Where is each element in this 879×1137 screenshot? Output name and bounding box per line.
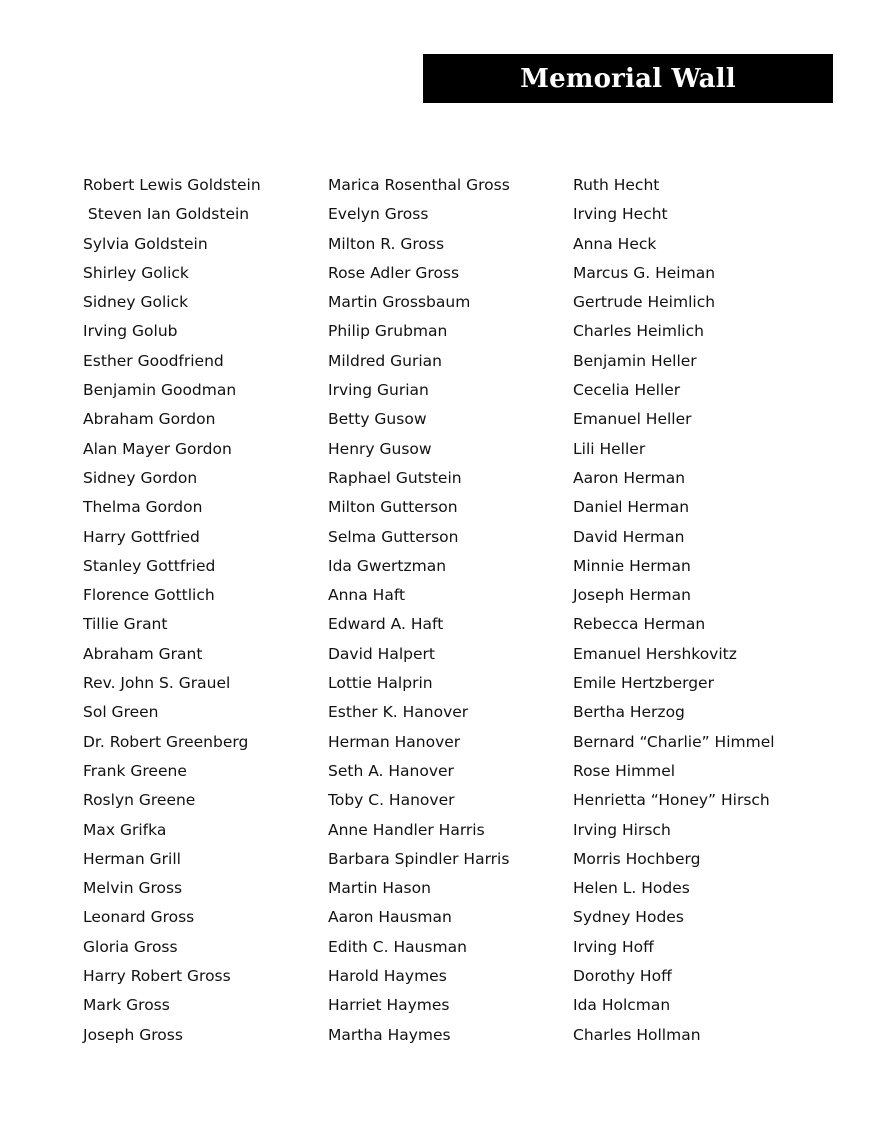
- memorial-name: Ruth Hecht: [573, 176, 660, 194]
- memorial-name: Gertrude Heimlich: [573, 293, 716, 312]
- memorial-name: Bertha Herzog: [573, 703, 685, 722]
- memorial-name: Benjamin Goodman: [83, 381, 237, 400]
- memorial-name: Herman Hanover: [328, 732, 461, 751]
- memorial-name: Sylvia Goldstein: [83, 234, 208, 253]
- memorial-name: Joseph Gross: [83, 1025, 183, 1044]
- memorial-name: Lottie Halprin: [328, 674, 433, 693]
- memorial-name: Martin Hason: [328, 879, 431, 898]
- memorial-name: Anna Haft: [328, 586, 406, 605]
- memorial-name: Marcus G. Heiman: [573, 263, 716, 282]
- memorial-name: Anne Handler Harris: [328, 820, 485, 839]
- memorial-name: Aaron Herman: [573, 468, 686, 487]
- memorial-name: Stanley Gottfried: [83, 556, 216, 575]
- memorial-name: Bernard “Charlie” Himmel: [573, 732, 775, 751]
- memorial-name: Herman Grill: [83, 849, 181, 868]
- memorial-name: Mark Gross: [83, 996, 170, 1015]
- page-title: Memorial Wall: [520, 63, 736, 94]
- title-banner: [423, 54, 833, 103]
- memorial-name: Florence Gottlich: [83, 586, 215, 605]
- memorial-name: Charles Heimlich: [573, 322, 704, 341]
- memorial-name: Emanuel Hershkovitz: [573, 644, 737, 663]
- memorial-name: Melvin Gross: [83, 879, 183, 898]
- memorial-name: Sol Green: [83, 703, 159, 722]
- memorial-name: Milton Gutterson: [328, 498, 458, 517]
- memorial-name: Selma Gutterson: [328, 527, 459, 546]
- memorial-name: David Herman: [573, 527, 685, 546]
- memorial-name: Irving Gurian: [328, 381, 429, 400]
- memorial-name: Irving Hoff: [573, 937, 654, 956]
- memorial-name: Charles Hollman: [573, 1025, 701, 1044]
- memorial-name: Joseph Herman: [573, 586, 691, 605]
- memorial-name: Henry Gusow: [328, 439, 432, 458]
- memorial-name: Philip Grubman: [328, 322, 448, 341]
- memorial-name: Aaron Hausman: [328, 908, 452, 927]
- memorial-name: Dorothy Hoff: [573, 967, 672, 986]
- memorial-name: Robert Lewis Goldstein: [83, 176, 261, 194]
- memorial-name: Esther K. Hanover: [328, 703, 469, 722]
- names-column-1: [83, 171, 261, 1050]
- memorial-name: Abraham Gordon: [83, 410, 216, 429]
- memorial-name: Edith C. Hausman: [328, 937, 467, 956]
- memorial-name: Max Grifka: [83, 820, 167, 839]
- memorial-name: Evelyn Gross: [328, 205, 429, 224]
- memorial-name: David Halpert: [328, 644, 435, 663]
- memorial-name: Emanuel Heller: [573, 410, 692, 429]
- memorial-name: Shirley Golick: [83, 263, 189, 282]
- memorial-name: Minnie Herman: [573, 556, 691, 575]
- memorial-name: Helen L. Hodes: [573, 879, 690, 898]
- memorial-name: Tillie Grant: [83, 615, 168, 634]
- memorial-name: Mildred Gurian: [328, 351, 442, 370]
- memorial-name: Martin Grossbaum: [328, 293, 471, 312]
- memorial-name: Irving Golub: [83, 322, 178, 341]
- names-column-2: [328, 171, 510, 1050]
- memorial-name: Harold Haymes: [328, 967, 447, 986]
- memorial-name: Esther Goodfriend: [83, 351, 224, 370]
- memorial-name: Lili Heller: [573, 439, 646, 458]
- memorial-name: Morris Hochberg: [573, 849, 701, 868]
- memorial-name: Steven Ian Goldstein: [83, 205, 250, 224]
- memorial-name: Sidney Gordon: [83, 468, 198, 487]
- memorial-name: Rose Himmel: [573, 761, 676, 780]
- memorial-name: Roslyn Greene: [83, 791, 196, 810]
- memorial-name: Edward A. Haft: [328, 615, 444, 634]
- names-column-3: [573, 171, 775, 1050]
- memorial-name: Thelma Gordon: [83, 498, 203, 517]
- memorial-name: Marica Rosenthal Gross: [328, 176, 510, 194]
- memorial-name: Sidney Golick: [83, 293, 189, 312]
- memorial-name: Dr. Robert Greenberg: [83, 732, 249, 751]
- memorial-name: Harry Robert Gross: [83, 967, 231, 986]
- memorial-name: Raphael Gutstein: [328, 468, 462, 487]
- memorial-name: Seth A. Hanover: [328, 761, 454, 780]
- memorial-name: Rebecca Herman: [573, 615, 706, 634]
- memorial-name: Alan Mayer Gordon: [83, 439, 232, 458]
- memorial-name: Henrietta “Honey” Hirsch: [573, 791, 770, 810]
- memorial-name: Leonard Gross: [83, 908, 195, 927]
- memorial-name: Milton R. Gross: [328, 234, 445, 253]
- memorial-name: Emile Hertzberger: [573, 674, 714, 693]
- memorial-name: Harriet Haymes: [328, 996, 450, 1015]
- memorial-name: Sydney Hodes: [573, 908, 684, 927]
- memorial-name: Barbara Spindler Harris: [328, 849, 510, 868]
- memorial-name: Cecelia Heller: [573, 381, 681, 400]
- memorial-name: Harry Gottfried: [83, 527, 200, 546]
- memorial-name: Betty Gusow: [328, 410, 427, 429]
- memorial-name: Rose Adler Gross: [328, 263, 460, 282]
- memorial-name: Toby C. Hanover: [328, 791, 455, 810]
- memorial-name: Frank Greene: [83, 761, 187, 780]
- memorial-name: Ida Holcman: [573, 996, 671, 1015]
- memorial-name: Anna Heck: [573, 234, 657, 253]
- memorial-name: Irving Hirsch: [573, 820, 671, 839]
- memorial-name: Gloria Gross: [83, 937, 178, 956]
- memorial-name: Benjamin Heller: [573, 351, 697, 370]
- memorial-name: Martha Haymes: [328, 1025, 451, 1044]
- memorial-name: Abraham Grant: [83, 644, 203, 663]
- memorial-name: Rev. John S. Grauel: [83, 674, 231, 693]
- memorial-name: Ida Gwertzman: [328, 556, 447, 575]
- memorial-name: Irving Hecht: [573, 205, 668, 224]
- memorial-name: Daniel Herman: [573, 498, 690, 517]
